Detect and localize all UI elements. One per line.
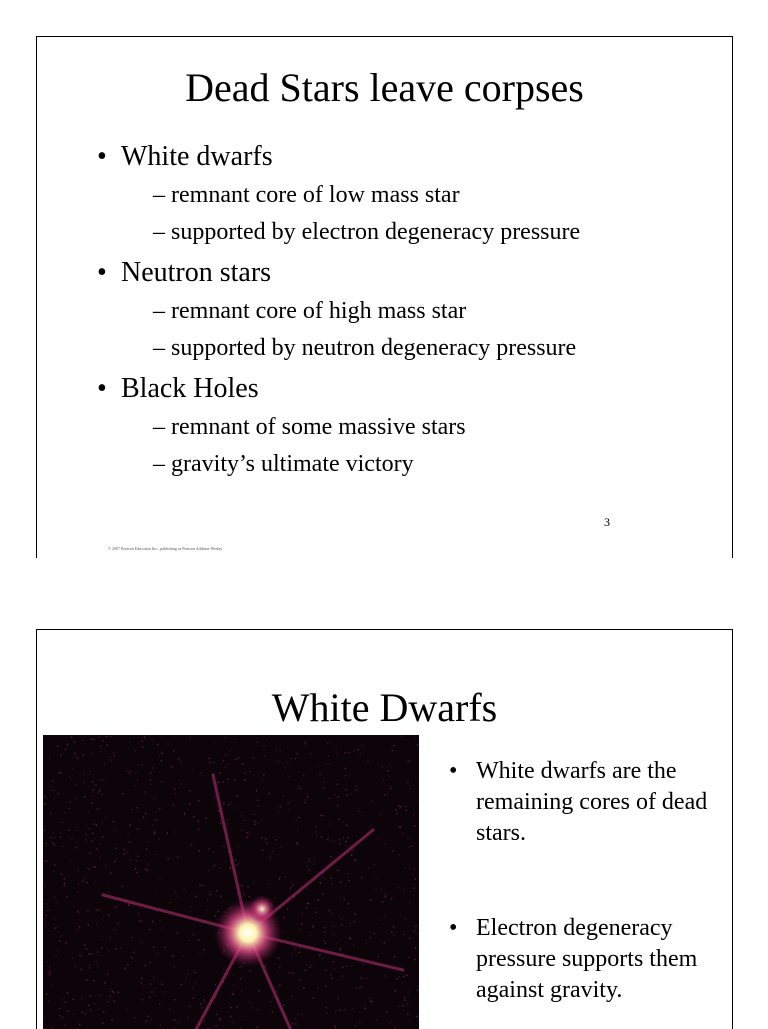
sub-item: – remnant core of low mass star bbox=[153, 180, 580, 217]
bullet-item bbox=[97, 373, 580, 486]
sub-item: – supported by electron degeneracy pressure bbox=[153, 217, 580, 254]
sub-item: – remnant of some massive stars bbox=[153, 412, 580, 449]
sub-list bbox=[121, 180, 580, 254]
sub-item: – gravity’s ultimate victory bbox=[153, 449, 580, 486]
sub-item: – supported by neutron degeneracy pressure bbox=[153, 333, 580, 370]
page-number: 3 bbox=[604, 515, 610, 530]
bullet-list bbox=[449, 756, 729, 1006]
bullet-item bbox=[97, 141, 580, 254]
bullet-list bbox=[97, 141, 580, 486]
companion-star bbox=[248, 895, 276, 923]
sub-item: – remnant core of high mass star bbox=[153, 296, 580, 333]
sub-list bbox=[121, 412, 580, 486]
white-dwarf-xray-image bbox=[43, 735, 419, 1029]
bullet-label: Neutron stars bbox=[121, 257, 271, 288]
bullet-item: • Electron degeneracy pressure supports them against gravity. bbox=[449, 913, 729, 1006]
sub-list bbox=[121, 296, 580, 370]
bullet-item bbox=[97, 257, 580, 370]
copyright-notice: © 2007 Pearson Education Inc., publishing as Pearson Addison-Wesley bbox=[108, 546, 222, 551]
bullet-label: White dwarfs bbox=[121, 141, 273, 172]
slide-title: White Dwarfs bbox=[37, 688, 732, 728]
slide-title: Dead Stars leave corpses bbox=[37, 68, 732, 108]
slide-white-dwarfs bbox=[36, 629, 733, 1029]
bullet-label: Black Holes bbox=[121, 373, 259, 404]
bullet-item: • White dwarfs are the remaining cores of dead stars. bbox=[449, 756, 729, 849]
starfield-graphic bbox=[43, 735, 419, 1029]
slide-dead-stars bbox=[36, 36, 733, 558]
